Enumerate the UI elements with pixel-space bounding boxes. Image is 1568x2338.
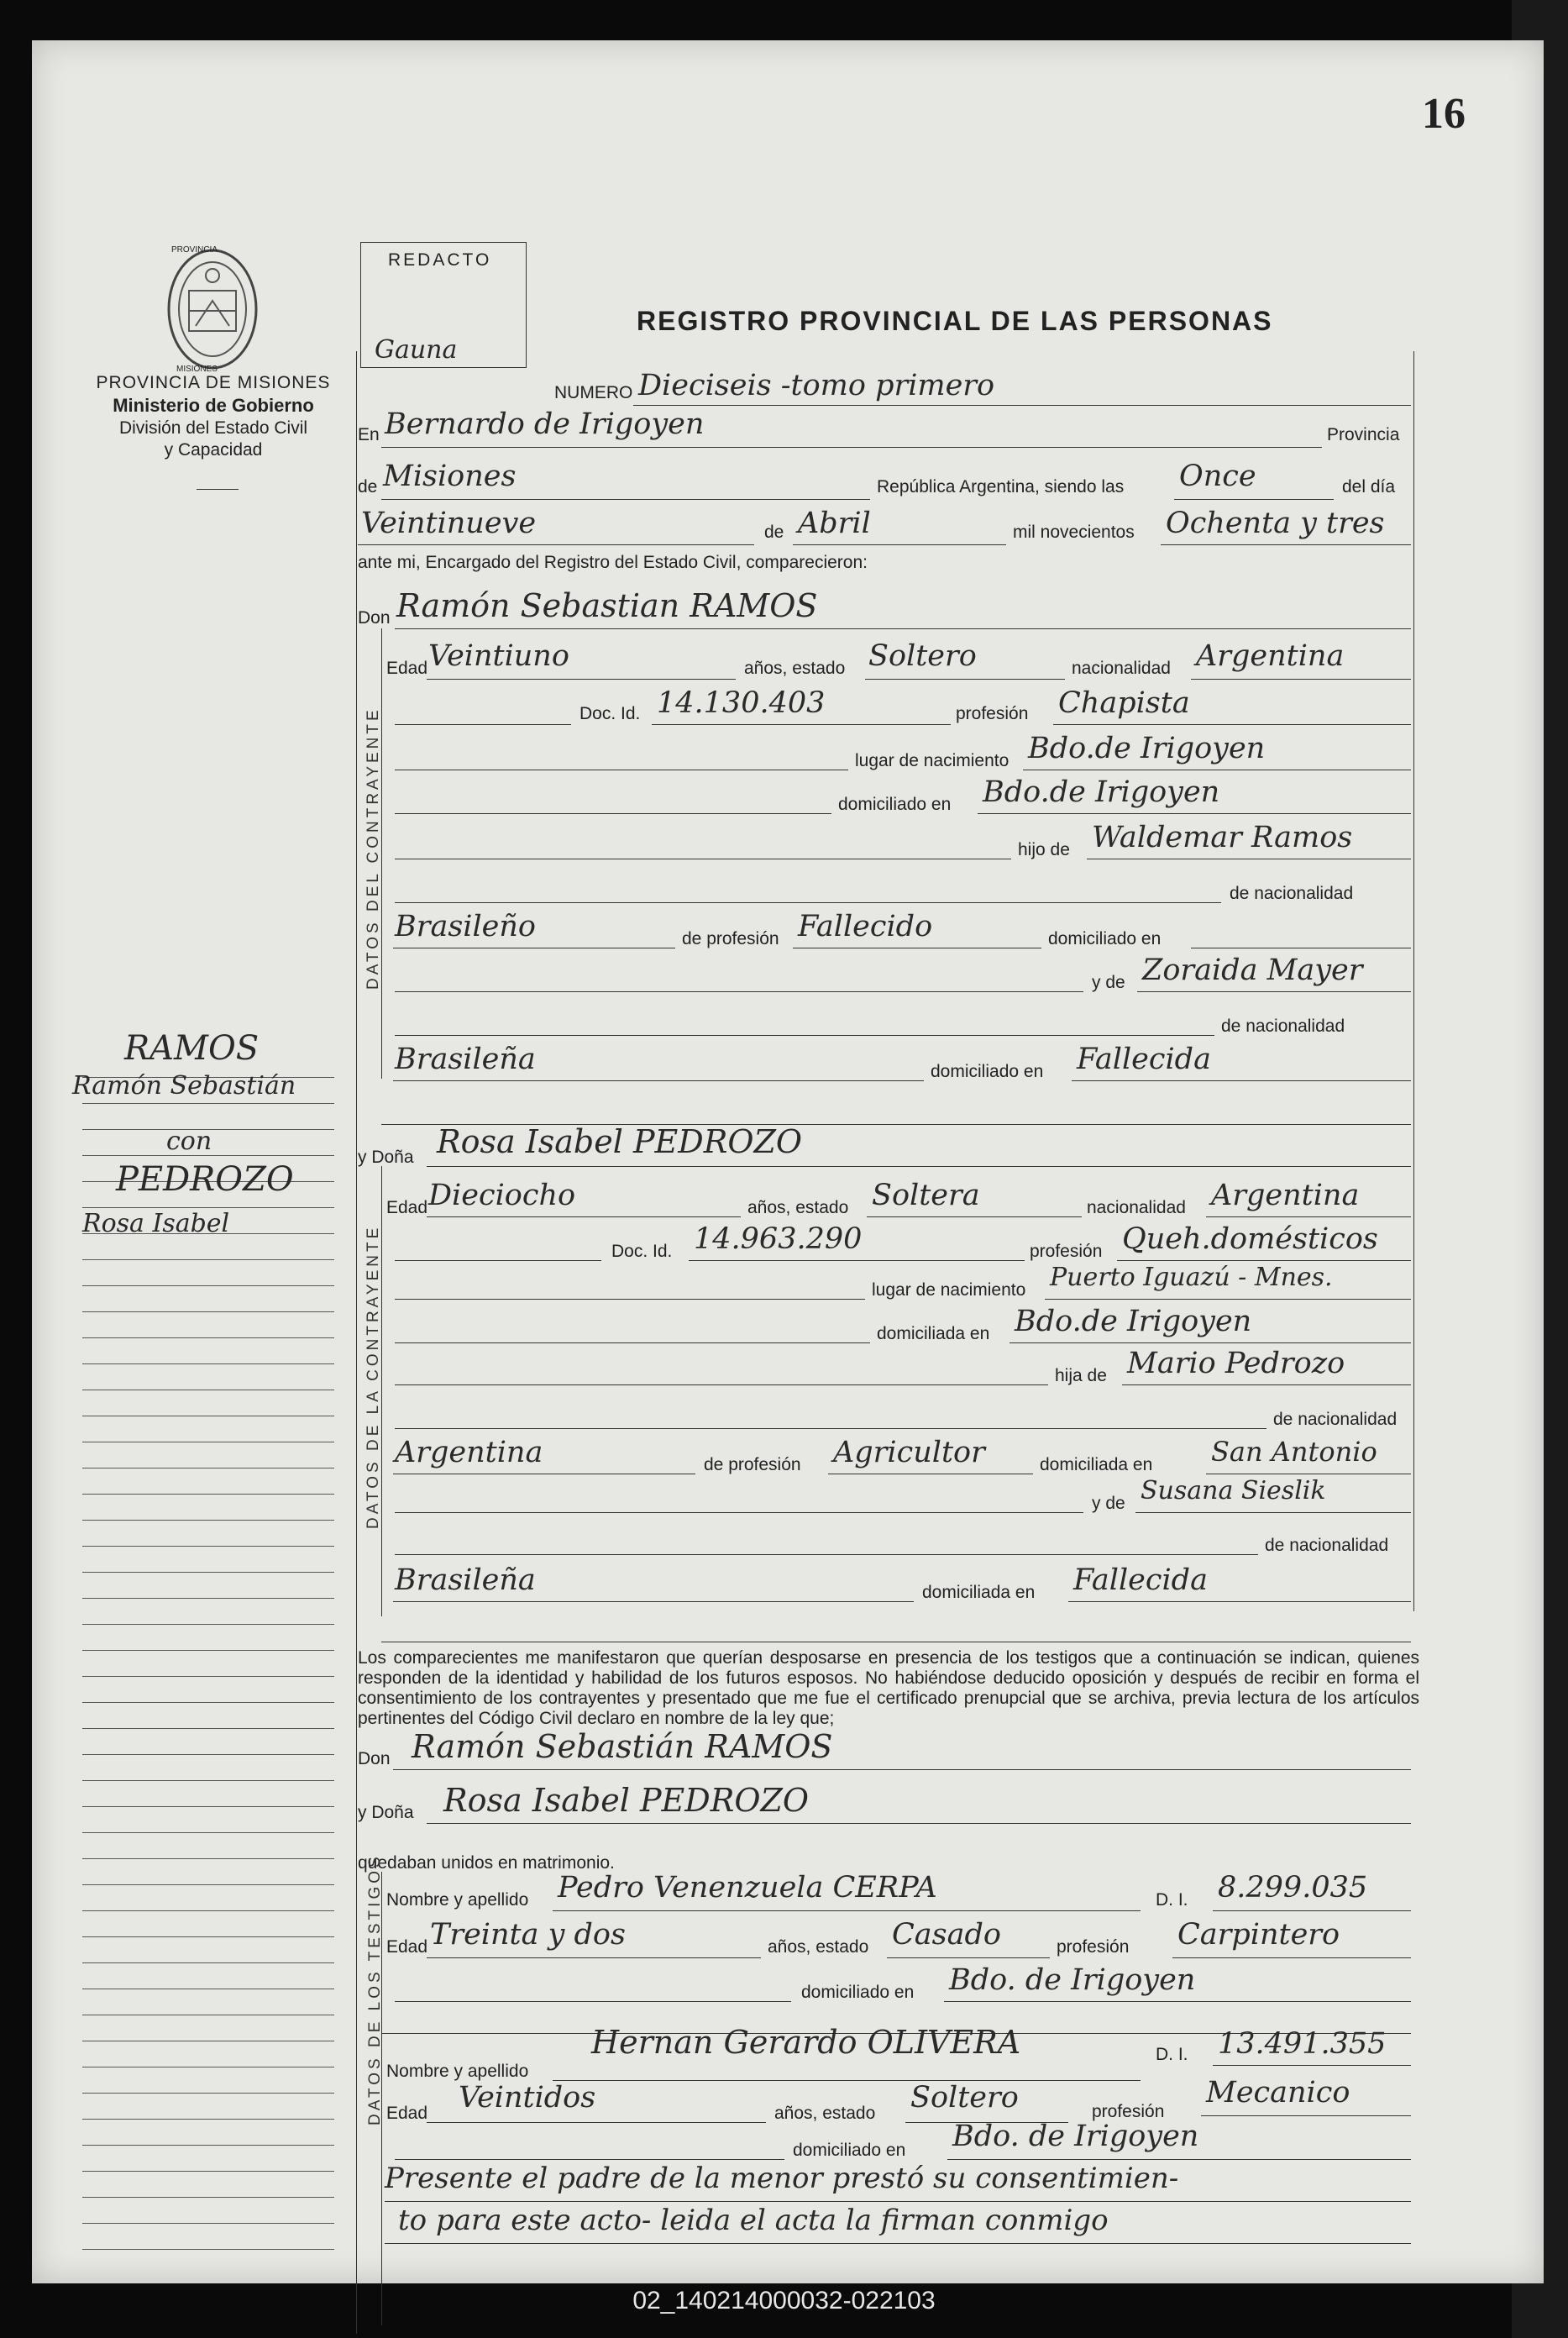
madre-domicilio-2: Fallecida [1073, 1563, 1208, 1597]
t1-profesion: Carpintero [1177, 1918, 1340, 1952]
estado-value-2: Soltera [872, 1179, 980, 1212]
hija-label: hija de [1055, 1366, 1107, 1385]
margin-rule [82, 1728, 334, 1729]
doc-label: Doc. Id. [579, 704, 641, 723]
mes-value: Abril [798, 507, 871, 540]
margin-rule [82, 1858, 334, 1859]
divider [197, 489, 239, 490]
y-de-label: y de [1092, 973, 1125, 992]
margin-rule [82, 1702, 334, 1703]
t1-di-label: D. I. [1156, 1890, 1188, 1910]
declaration-dona: Rosa Isabel PEDROZO [443, 1782, 810, 1819]
numero-label: NUMERO [554, 383, 633, 402]
estado-value: Soltero [868, 639, 977, 673]
dona-label-2: y Doña [358, 1803, 414, 1822]
profesion-label-2: profesión [1030, 1242, 1103, 1261]
margin-rule [82, 1624, 334, 1625]
t1-edad: Treinta y dos [430, 1918, 626, 1952]
left-frame-line [356, 351, 357, 2334]
document-title: REGISTRO PROVINCIAL DE LAS PERSONAS [637, 306, 1273, 336]
padre-profesion-2: Agricultor [833, 1436, 985, 1469]
t2-domicilio: Bdo. de Irigoyen [952, 2120, 1199, 2153]
profesion-value-2: Queh.domésticos [1122, 1222, 1378, 1256]
madre-de-nacionalidad-label: de nacionalidad [1221, 1017, 1345, 1036]
t1-di: 8.299.035 [1218, 1871, 1368, 1905]
t1-domicilio-label: domiciliado en [801, 1983, 915, 2002]
provincial-seal-icon [162, 242, 263, 385]
t1-nombre-label: Nombre y apellido [386, 1890, 529, 1910]
madre-value: Zoraida Mayer [1142, 954, 1363, 987]
doc-value: 14.130.403 [657, 686, 826, 720]
anio-value: Ochenta y tres [1166, 507, 1385, 540]
hijo-label: hijo de [1018, 840, 1070, 859]
t2-di: 13.491.355 [1218, 2027, 1387, 2061]
republica-label: República Argentina, siendo las [877, 477, 1125, 496]
don-label: Don [358, 608, 391, 628]
t1-estado: Casado [892, 1918, 1001, 1952]
margin-rule [82, 1572, 334, 1573]
margin-rule [82, 1363, 334, 1364]
padre-domicilio-label: domiciliado en [1048, 929, 1162, 948]
nacionalidad-label-2: nacionalidad [1087, 1198, 1186, 1217]
anio-label: mil novecientos [1013, 523, 1135, 542]
t1-profesion-label: profesión [1057, 1937, 1130, 1957]
padre-domicilio-2: San Antonio [1211, 1436, 1377, 1468]
margin-rule [82, 1676, 334, 1677]
domicilio-value-2: Bdo.de Irigoyen [1015, 1305, 1252, 1338]
margin-name-1: Ramón Sebastián [72, 1071, 296, 1101]
edad-value-2: Dieciocho [428, 1179, 576, 1212]
estado-label-2: años, estado [747, 1198, 849, 1217]
margin-rule [82, 1311, 334, 1312]
margin-rule [82, 1650, 334, 1651]
padre-value: Waldemar Ramos [1092, 821, 1353, 854]
t2-di-label: D. I. [1156, 2045, 1188, 2064]
profesion-value: Chapista [1058, 686, 1190, 720]
de-nacionalidad-label-2: de nacionalidad [1273, 1410, 1398, 1429]
margin-surname-2: PEDROZO [116, 1160, 294, 1199]
domicilio-value: Bdo.de Irigoyen [983, 775, 1220, 809]
margin-rule [82, 2119, 334, 2120]
nacionalidad-label: nacionalidad [1072, 659, 1171, 678]
contrayenta-side-label: DATOS DE LA CONTRAYENTE [364, 1224, 382, 1529]
redacto-label: REDACTO [388, 250, 492, 270]
margin-rule [82, 2249, 334, 2250]
edad-label: Edad [386, 659, 428, 678]
division-line-1: División del Estado Civil [118, 418, 308, 438]
padre-domicilio-label-2: domiciliada en [1040, 1455, 1153, 1474]
domicilio-label-2: domiciliada en [877, 1324, 990, 1343]
madre-de-nacionalidad-label-2: de nacionalidad [1265, 1536, 1389, 1555]
estado-label: años, estado [744, 659, 846, 678]
t2-edad: Veintidos [459, 2081, 596, 2115]
padre-profesion: Fallecido [798, 910, 933, 943]
de-profesion-label: de profesión [682, 929, 779, 948]
contrayenta-nombre: Rosa Isabel PEDROZO [437, 1123, 803, 1160]
division-line-2: y Capacidad [164, 440, 263, 460]
t2-estado: Soltero [910, 2081, 1019, 2115]
seal-text-bottom: MISIONES [176, 365, 218, 374]
margin-rule [82, 1259, 334, 1260]
margin-name-2: Rosa Isabel [82, 1209, 230, 1238]
margin-rule [82, 2093, 334, 2094]
margin-rule [82, 1494, 334, 1495]
t2-estado-label: años, estado [774, 2104, 876, 2123]
t1-domicilio: Bdo. de Irigoyen [949, 1963, 1196, 1997]
mes-label: de [764, 523, 784, 542]
numero-value: Dieciseis -tomo primero [638, 369, 995, 402]
declaration-don: Ramón Sebastián RAMOS [412, 1728, 833, 1765]
nacionalidad-value-2: Argentina [1211, 1179, 1360, 1212]
dona-label: y Doña [358, 1148, 414, 1167]
province-name: PROVINCIA DE MISIONES [96, 373, 331, 392]
en-label: En [358, 425, 380, 444]
nota-line-1: Presente el padre de la menor prestó su consentimien- [385, 2162, 1179, 2195]
margin-rule [82, 1285, 334, 1286]
margin-rule [82, 1806, 334, 1807]
lugar-label-2: lugar de nacimiento [872, 1280, 1026, 1300]
margin-rule [82, 1884, 334, 1885]
t2-profesion: Mecanico [1206, 2076, 1350, 2109]
nacionalidad-value: Argentina [1196, 639, 1345, 673]
nota-line-2: to para este acto- leida el acta la firman conmigo [398, 2204, 1109, 2237]
profesion-label: profesión [956, 704, 1029, 723]
doc-value-2: 14.963.290 [694, 1222, 863, 1256]
file-caption: 02_140214000032-022103 [632, 2287, 936, 2314]
declaration-text: Los comparecientes me manifestaron que querían desposarse en presencia de los testigos que a continuación se indican, quienes responden de la identidad y habilidad de los futuros esposos. No habiéndose deducido oposición y después de recibir en forma el consentimiento de los contrayentes y presentado que me fue el certificado prenupcial que se archiva, previa lectura de los artículos pertinentes del Código Civil declaro en nombre de la ley que; [358, 1648, 1419, 1728]
madre-domicilio-label-2: domiciliada en [922, 1583, 1036, 1602]
doc-label-2: Doc. Id. [611, 1242, 673, 1261]
margin-rule [82, 1520, 334, 1521]
unidos-text: quedaban unidos en matrimonio. [358, 1853, 615, 1873]
t2-nombre: Hernan Gerardo OLIVERA [591, 2024, 1021, 2061]
redacto-value: Gauna [375, 335, 458, 365]
margin-rule [82, 1754, 334, 1755]
margin-rule [82, 1962, 334, 1963]
page-number: 16 [1422, 90, 1466, 138]
margin-rule [82, 2223, 334, 2224]
t2-domicilio-label: domiciliado en [793, 2141, 906, 2160]
margin-rule [82, 1780, 334, 1781]
provincia-label: Provincia [1327, 425, 1400, 444]
madre-value-2: Susana Sieslik [1141, 1476, 1326, 1505]
t1-estado-label: años, estado [768, 1937, 869, 1957]
t2-nombre-label: Nombre y apellido [386, 2062, 529, 2081]
domicilio-label: domiciliado en [838, 795, 952, 814]
margin-rule [82, 1103, 334, 1104]
de-label: de [358, 477, 378, 496]
y-de-label-2: y de [1092, 1494, 1125, 1513]
madre-domicilio: Fallecida [1077, 1043, 1211, 1076]
dia-value: Veintinueve [361, 507, 537, 540]
t2-profesion-label: profesión [1092, 2102, 1165, 2121]
padre-value-2: Mario Pedrozo [1127, 1347, 1345, 1380]
lugar-value-2: Puerto Iguazú - Mnes. [1050, 1263, 1333, 1292]
en-value: Bernardo de Irigoyen [385, 407, 705, 441]
dia-label: del día [1342, 477, 1396, 496]
de-profesion-label-2: de profesión [704, 1455, 801, 1474]
margin-rule [82, 1598, 334, 1599]
right-frame-line [1413, 351, 1414, 1611]
margin-rule [82, 1546, 334, 1547]
edad-value: Veintiuno [428, 639, 569, 673]
margin-rule [82, 1832, 334, 1833]
ministry-name: Ministerio de Gobierno [113, 395, 314, 416]
register-page [32, 40, 1544, 2283]
contrayente-side-label: DATOS DEL CONTRAYENTE [364, 707, 382, 990]
t2-edad-label: Edad [386, 2104, 428, 2123]
madre-domicilio-label: domiciliado en [931, 1062, 1044, 1081]
margin-rule [82, 1207, 334, 1208]
seal-text-top: PROVINCIA [171, 245, 218, 255]
lugar-value: Bdo.de Irigoyen [1028, 732, 1266, 765]
t1-nombre: Pedro Venenzuela CERPA [558, 1871, 937, 1905]
ante-text: ante mi, Encargado del Registro del Estado Civil, comparecieron: [358, 553, 868, 572]
provincia-value: Misiones [383, 460, 517, 493]
de-nacionalidad-label: de nacionalidad [1230, 884, 1354, 903]
margin-rule [82, 1936, 334, 1937]
contrayente-nombre: Ramón Sebastian RAMOS [396, 587, 818, 624]
lugar-label: lugar de nacimiento [855, 751, 1009, 770]
margin-surname-1: RAMOS [124, 1029, 260, 1068]
margin-con: con [166, 1127, 212, 1156]
margin-rule [82, 1337, 334, 1338]
testigos-side-label: DATOS DE LOS TESTIGOS [366, 1853, 384, 2125]
madre-nacionalidad-2: Brasileña [395, 1563, 536, 1597]
margin-rule [82, 2197, 334, 2198]
margin-rule [82, 2145, 334, 2146]
padre-nacionalidad: Brasileño [395, 910, 536, 943]
hora-value: Once [1179, 460, 1256, 493]
margin-rule [82, 1910, 334, 1911]
padre-nacionalidad-2: Argentina [395, 1436, 543, 1469]
madre-nacionalidad: Brasileña [395, 1043, 536, 1076]
edad-label-2: Edad [386, 1198, 428, 1217]
margin-rule [82, 2171, 334, 2172]
t1-edad-label: Edad [386, 1937, 428, 1957]
don-label-2: Don [358, 1749, 391, 1768]
